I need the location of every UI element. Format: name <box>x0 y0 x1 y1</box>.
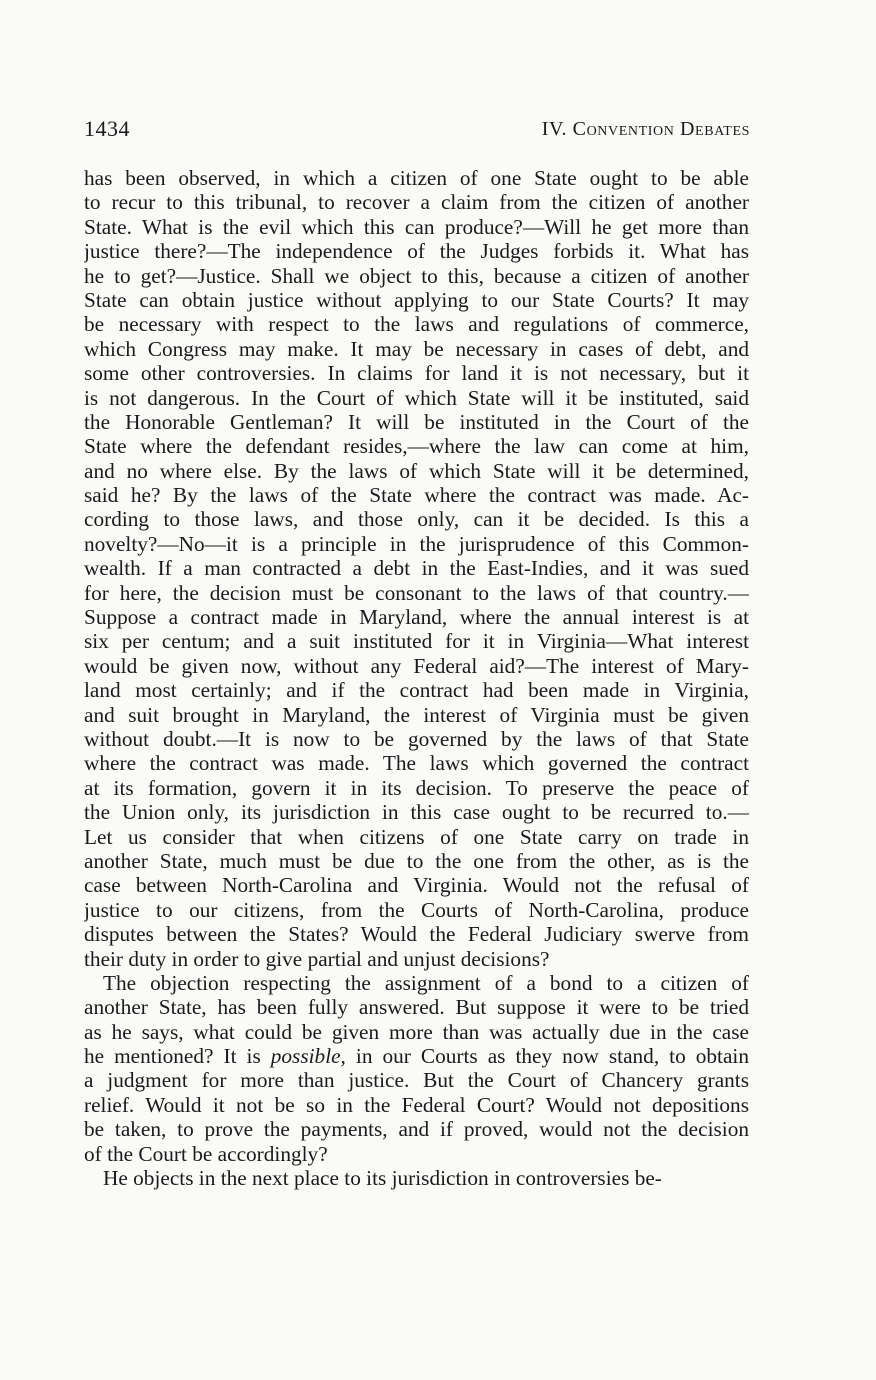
text-line <box>84 1044 749 1068</box>
text-line: of the Court be accordingly? <box>84 1141 328 1166</box>
text-line: disputes between the States? Would the Federal Judiciary swerve from <box>84 922 749 947</box>
body-text <box>84 166 749 1190</box>
text-line: for here, the decision must be consonant to the laws of that country.— <box>84 580 749 605</box>
text-line: The objection respecting the assignment of a bond to a citizen of <box>103 970 749 995</box>
text-line: another State, much must be due to the one from the other, as is the <box>84 848 749 873</box>
text-line: cording to those laws, and those only, can it be decided. Is this a <box>84 507 749 532</box>
text-line: land most certainly; and if the contract had been made in Virginia, <box>84 678 749 703</box>
text-line: relief. Would it not be so in the Federal Court? Would not depositions <box>84 1092 749 1117</box>
text-line: as he says, what could be given more than was actually due in the case <box>84 1019 749 1044</box>
running-head: IV. Convention Debates <box>541 118 750 140</box>
page-number: 1434 <box>84 116 130 141</box>
text-line: which Congress may make. It may be necessary in cases of debt, and <box>84 336 749 361</box>
text-line: where the contract was made. The laws which governed the contract <box>84 751 749 776</box>
text-line: be necessary with respect to the laws and regulations of commerce, <box>84 312 749 337</box>
text-line: to recur to this tribunal, to recover a claim from the citizen of another <box>84 190 749 215</box>
text-line: He objects in the next place to its jurisdiction in controversies be- <box>103 1166 662 1191</box>
text-line: is not dangerous. In the Court of which State will it be instituted, said <box>84 385 749 410</box>
text-line: and suit brought in Maryland, the interest of Virginia must be given <box>84 702 749 727</box>
text-fragment: in our Courts as they now stand, to obtain <box>345 1044 749 1069</box>
text-line: would be given now, without any Federal aid?—The interest of Mary- <box>84 653 749 678</box>
text-line: and no where else. By the laws of which State will it be determined, <box>84 458 749 483</box>
text-line: wealth. If a man contracted a debt in the East-Indies, and it was sued <box>84 556 749 581</box>
paragraph-2 <box>84 971 749 1166</box>
text-line: at its formation, govern it in its decision. To preserve the peace of <box>84 775 749 800</box>
text-line: he to get?—Justice. Shall we object to this, because a citizen of another <box>84 263 749 288</box>
text-line: some other controversies. In claims for land it is not necessary, but it <box>84 361 749 386</box>
text-line: novelty?—No—it is a principle in the jurisprudence of this Common- <box>84 531 749 556</box>
text-line: case between North-Carolina and Virginia. Would not the refusal of <box>84 873 749 898</box>
text-line: their duty in order to give partial and unjust decisions? <box>84 946 550 971</box>
text-line: justice there?—The independence of the Judges forbids it. What has <box>84 239 749 264</box>
text-line: State. What is the evil which this can produce?—Will he get more than <box>84 214 749 239</box>
text-line: the Union only, its jurisdiction in this case ought to be recurred to.— <box>84 800 749 825</box>
text-line: the Honorable Gentleman? It will be instituted in the Court of the <box>84 409 749 434</box>
text-line: Let us consider that when citizens of one State carry on trade in <box>84 824 749 849</box>
text-line: be taken, to prove the payments, and if proved, would not the decision <box>84 1117 749 1142</box>
emphasized-word: possible, <box>270 1044 346 1069</box>
text-line: six per centum; and a suit instituted for it in Virginia—What interest <box>84 629 749 654</box>
text-line: a judgment for more than justice. But the Court of Chancery grants <box>84 1068 749 1093</box>
paragraph-3 <box>84 1166 749 1190</box>
text-line: justice to our citizens, from the Courts of North-Carolina, produce <box>84 897 749 922</box>
text-line: State where the defendant resides,—where the law can come at him, <box>84 434 749 459</box>
paragraph-1 <box>84 166 749 971</box>
text-fragment: he mentioned? It is <box>84 1044 271 1069</box>
text-line: State can obtain justice without applying to our State Courts? It may <box>84 287 749 312</box>
text-line: said he? By the laws of the State where the contract was made. Ac- <box>84 483 749 508</box>
text-line: another State, has been fully answered. But suppose it were to be tried <box>84 995 749 1020</box>
page-header <box>84 116 750 146</box>
text-line: Suppose a contract made in Maryland, where the annual interest is at <box>84 605 749 630</box>
text-line: has been observed, in which a citizen of one State ought to be able <box>84 166 749 190</box>
text-line: without doubt.—It is now to be governed by the laws of that State <box>84 726 749 751</box>
